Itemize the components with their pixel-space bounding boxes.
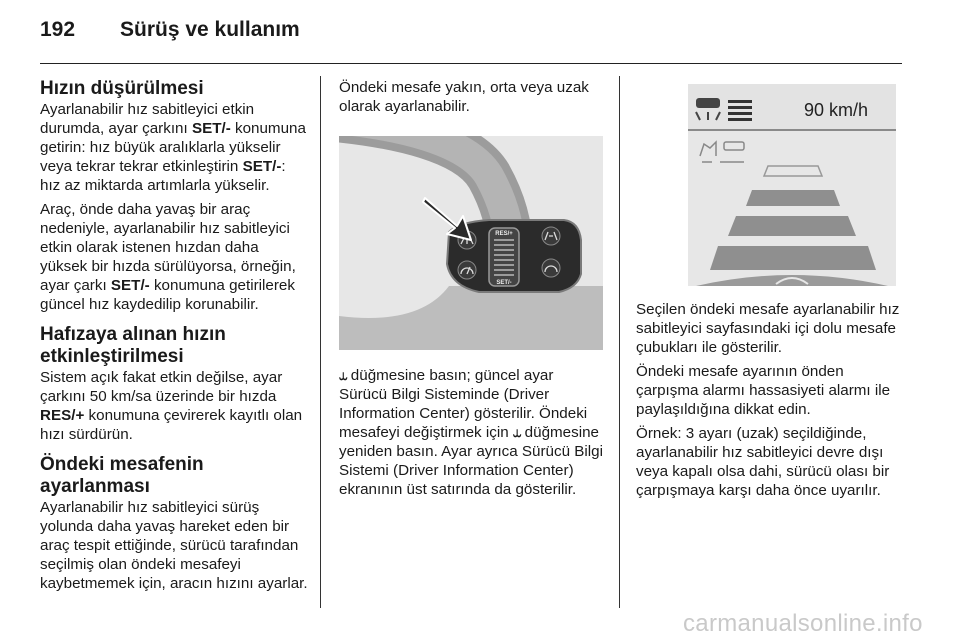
paragraph: Öndeki mesafe yakın, orta veya uzak olarak ayarlanabilir.	[339, 79, 589, 115]
control-label: SET/-	[110, 277, 150, 294]
text: : hız az miktarda artımlarla yükselir.	[40, 158, 286, 194]
column-1	[40, 78, 310, 598]
paragraph: Ayarlanabilir hız sabitleyici sürüş yolunda daha yavaş hareket eden bir araç tespit ettiğinde, sürücü tarafından seçilmiş olan öndeki mesafeyi kaybetmemek için, aracın hızını ayarlar.	[40, 499, 308, 592]
paragraph	[40, 100, 310, 195]
distance-bar-filled	[746, 190, 840, 206]
res-label: RES/+	[495, 231, 513, 237]
driver-information-display-figure	[636, 76, 898, 288]
paragraph	[40, 368, 310, 444]
text: düğmesine basın; güncel ayar Sürücü Bilgi Sisteminde (Driver Information Center) gösterilir. Öndeki mesafeyi değiştirmek için	[339, 367, 588, 441]
column-3	[636, 76, 904, 505]
steering-wheel-figure	[339, 136, 603, 350]
distance-button-glyph: ⥿	[339, 367, 347, 384]
watermark: carmanualsonline.info	[683, 610, 923, 637]
text: konumuna getirilerek güncel hız kaydedilip korunabilir.	[40, 277, 295, 313]
column-2	[339, 78, 605, 504]
paragraph: Öndeki mesafe ayarının önden çarpışma alarmı hassasiyeti alarmı ile paylaşıldığına dikkat edin.	[636, 363, 891, 418]
lane-assist-icon	[542, 227, 560, 245]
distance-bar-filled	[728, 216, 856, 236]
paragraph: Örnek: 3 ayarı (uzak) seçildiğinde, ayarlanabilir hız sabitleyici devre dışı veya kapalı olsa dahi, sürücü olası bir çarpışmaya karşı daha önce uyarılır.	[636, 425, 890, 499]
page-number: 192	[40, 18, 76, 41]
text: düğmesine yeniden basın. Ayar ayrıca Sürücü Bilgi Sistemi (Driver Information Center) ekranının üst satırında da gösterilir.	[339, 424, 603, 498]
control-label: SET/-	[191, 120, 231, 137]
section-heading-speed-decrease: Hızın düşürülmesi	[40, 78, 204, 99]
paragraph	[40, 200, 310, 314]
cruise-control-icon	[458, 261, 476, 279]
text: Sistem açık fakat etkin değilse, ayar çarkını 50 km/sa üzerinde bir hızda	[40, 369, 283, 405]
text: Araç, önde daha yavaş bir araç nedeniyle, ayarlanabilir hız sabitleyici etkin olarak istenen hızdan daha yüksek bir hızda sürülüyorsa, örneğin, ayar çarkı	[40, 201, 296, 294]
control-label: SET/-	[242, 158, 282, 175]
paragraph	[339, 366, 605, 499]
set-label: SET/-	[496, 280, 512, 286]
control-label: RES/+	[40, 407, 85, 424]
column-divider	[320, 76, 321, 608]
section-heading-following-distance: Öndeki mesafenin ayarlanması	[40, 454, 204, 497]
distance-button-glyph: ⥿	[512, 424, 521, 441]
text: konumuna getirin: hız büyük aralıklarla yükselir veya tekrar tekrar etkinleştirin	[40, 120, 306, 175]
page-header	[40, 18, 300, 48]
set-speed-readout: 90 km/h	[803, 100, 869, 120]
text: Ayarlanabilir hız sabitleyici etkin durumda, ayar çarkını	[40, 101, 255, 137]
column-divider	[619, 76, 620, 608]
text: konumuna çevirerek kayıtlı olan hızı sürdürün.	[40, 407, 303, 443]
limiter-icon	[542, 259, 560, 277]
paragraph: Seçilen öndeki mesafe ayarlanabilir hız sabitleyici sayfasındaki içi dolu mesafe çubukları ile gösterilir.	[636, 301, 900, 356]
section-heading-resume-speed: Hafızaya alınan hızın etkinleştirilmesi	[40, 324, 226, 367]
header-rule	[40, 63, 902, 64]
page-title: Sürüş ve kullanım	[120, 18, 300, 41]
distance-bar-filled	[710, 246, 876, 270]
